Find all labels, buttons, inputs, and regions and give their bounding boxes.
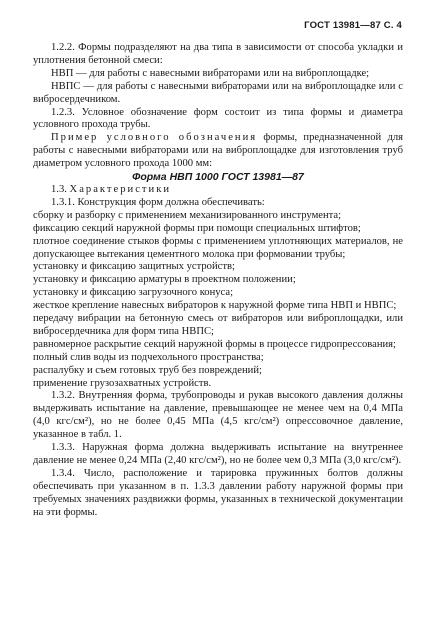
requirement-item: применение грузозахватных устройств. [33, 377, 212, 389]
paragraph-nvps: НВПС — для работы с навесными вибраторами или на виброплощадке или с вибросердечником. [33, 80, 403, 105]
requirement-item: жесткое крепление навесных вибраторов к наружной форме типа НВП и НВПС; [33, 300, 397, 312]
section-number: 1.3. [51, 183, 70, 195]
paragraph-example [33, 132, 403, 171]
paragraph-1-3-2: 1.3.2. Внутренняя форма, трубопроводы и рукав высокого давления должны выдерживать испытание на давление, превышающее не менее чем на 0,4 МПа (4,0 кгс/см²), но не более 0,45 МПа (4,5 кгс/см²) опрессовочное давление, указанное в табл. 1. [33, 390, 403, 441]
example-label: Пример условного обозначения [51, 132, 258, 144]
section-title: Характеристики [69, 183, 172, 195]
page-header: ГОСТ 13981—87 С. 4 [304, 20, 402, 31]
paragraph-1-2-3: 1.2.3. Условное обозначение форм состоит из типа формы и диаметра условного прохода трубы. [33, 106, 403, 131]
requirement-item: распалубку и съем готовых труб без повреждений; [33, 364, 262, 376]
paragraph-1-3-4: 1.3.4. Число, расположение и тарировка пружинных болтов должны обеспечивать при указанном в п. 1.3.3 давлении работу наружной формы при требуемых значениях раздвижки формы, указанных в технической документации на эти формы. [33, 467, 403, 518]
paragraph-1-2-2: 1.2.2. Формы подразделяют на два типа в зависимости от способа укладки и уплотнения бетонной смеси: [33, 42, 403, 66]
requirement-item: установку и фиксацию защитных устройств; [33, 261, 235, 273]
requirement-item: фиксацию секций наружной формы при помощи специальных штифтов; [33, 222, 361, 234]
document-body [33, 42, 403, 520]
requirement-item: плотное соединение стыков формы с применением уплотняющих материалов, не допускающее вытекания цементного молока при формовании трубы; [33, 235, 403, 260]
section-heading [33, 184, 403, 197]
requirement-item: полный слив воды из подчехольного пространства; [33, 351, 264, 363]
requirement-item: установку и фиксацию арматуры в проектном положении; [33, 274, 296, 286]
requirement-item: передачу вибрации на бетонную смесь от вибраторов или виброплощадки, или вибросердечника для форм типа НВПС; [33, 313, 403, 337]
example-text: формы, предназначенной для работы с навесными вибраторами или на виброплощадке для изготовления труб диаметром условного прохода 1000 мм: [33, 132, 403, 170]
paragraph-1-3-1: 1.3.1. Конструкция форм должна обеспечивать: [51, 196, 265, 208]
requirement-item: равномерное раскрытие секций наружной формы в процессе гидропрессования; [33, 338, 397, 350]
paragraph-nvp: НВП — для работы с навесными вибраторами или на виброплощадке; [51, 67, 370, 79]
requirement-item: установку и фиксацию загрузочного конуса; [33, 287, 234, 299]
paragraph-1-3-3: 1.3.3. Наружная форма должна выдерживать испытание на внутреннее давление не менее 0,24 МПа (2,40 кгс/см²), но не более чем 0,3 МПа (3,0 кгс/см²). [33, 442, 403, 466]
requirement-item: сборку и разборку с применением механизированного инструмента; [33, 209, 342, 221]
designation-formula: Форма НВП 1000 ГОСТ 13981—87 [132, 171, 304, 184]
